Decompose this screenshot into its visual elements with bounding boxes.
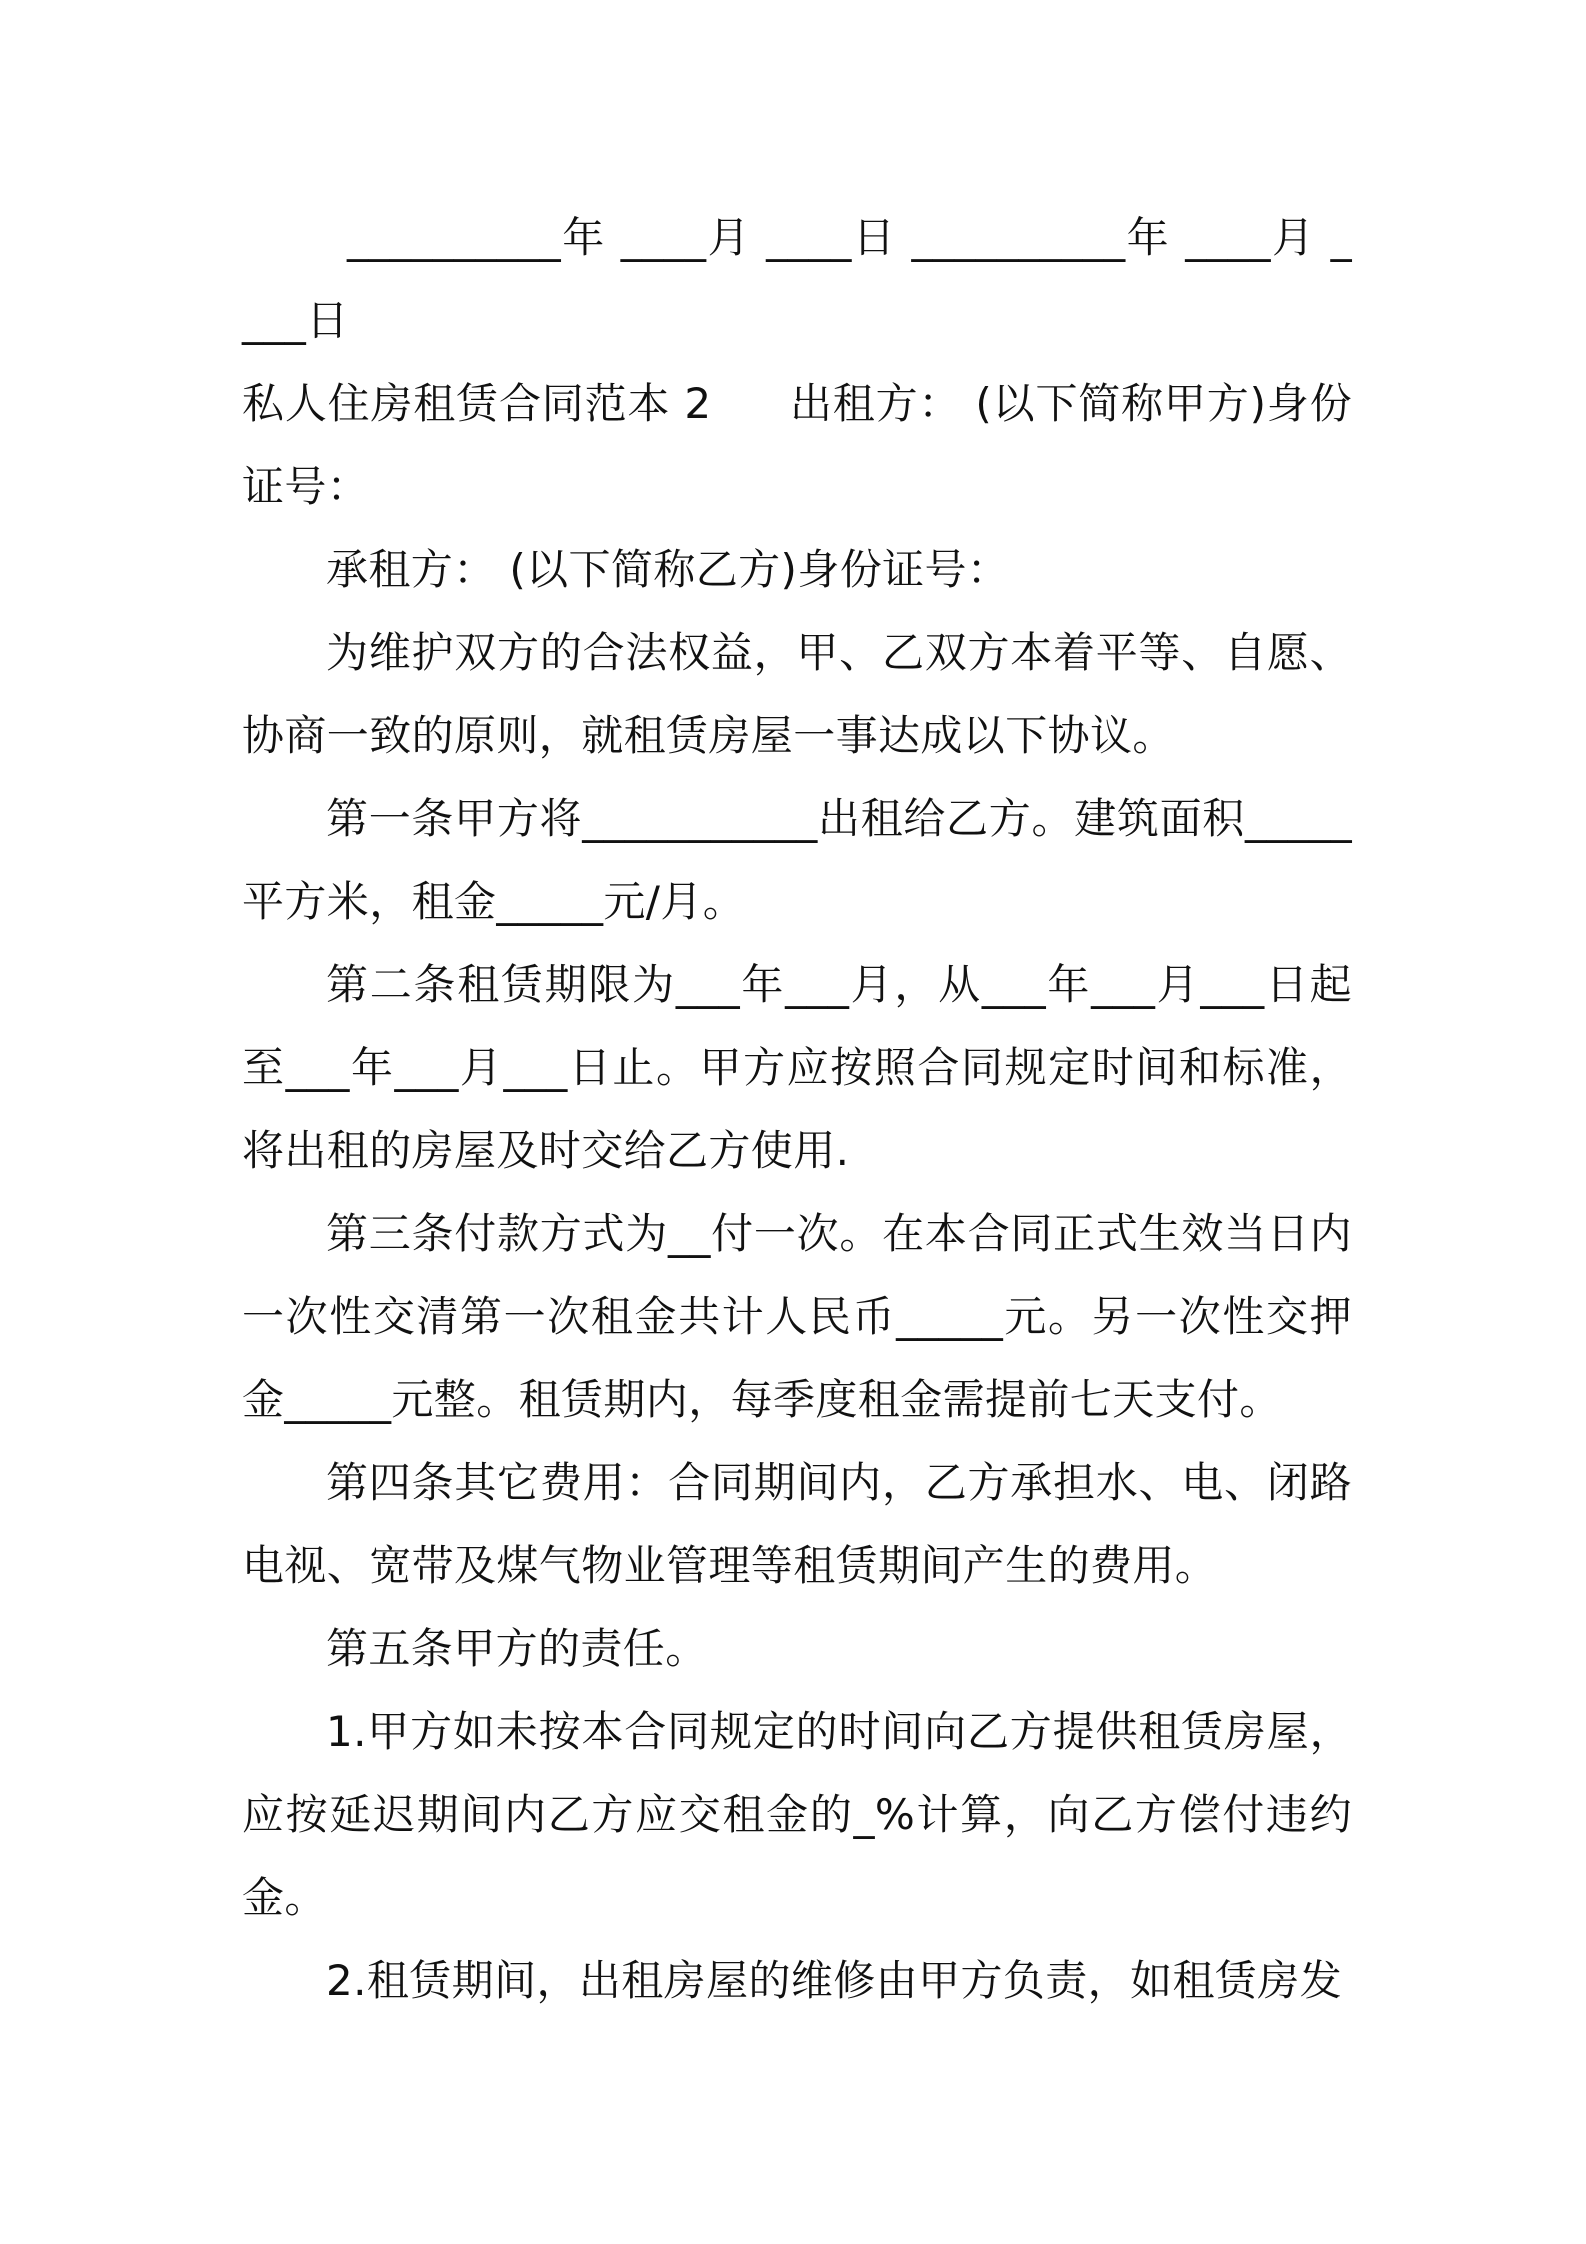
article-1-paragraph: 第一条甲方将___________出租给乙方。建筑面积_____平方米，租金_____元/月。 <box>242 794 1352 926</box>
lessor-field: 出租方： (以下简称甲方)身份证号： <box>242 379 1353 511</box>
clause-5-2-paragraph: 2.租赁期间，出租房屋的维修由甲方负责，如租赁房发 <box>326 1956 1343 2005</box>
article-3-paragraph: 第三条付款方式为__付一次。在本合同正式生效当日内一次性交清第一次租金共计人民币_____元。另一次性交押金_____元整。租赁期内，每季度租金需提前七天支付。 <box>242 1209 1352 1424</box>
article-4-paragraph: 第四条其它费用：合同期间内，乙方承担水、电、闭路电视、宽带及煤气物业管理等租赁期间产生的费用。 <box>242 1458 1352 1590</box>
clause-5-1-paragraph: 1.甲方如未按本合同规定的时间向乙方提供租赁房屋，应按延迟期间内乙方应交租金的_%计算，向乙方偿付违约金。 <box>242 1707 1352 1922</box>
document-body <box>242 196 1352 2022</box>
lessee-field: 承租方： (以下简称乙方)身份证号： <box>326 545 1010 594</box>
preamble-paragraph: 为维护双方的合法权益，甲、乙双方本着平等、自愿、协商一致的原则，就租赁房屋一事达成以下协议。 <box>242 628 1352 760</box>
document-title: 私人住房租赁合同范本 2 <box>242 379 712 428</box>
title-line <box>242 362 1352 528</box>
article-5-heading: 第五条甲方的责任。 <box>326 1624 708 1673</box>
article-2-paragraph: 第二条租赁期限为___年___月，从___年___月___日起至___年___月___日止。甲方应按照合同规定时间和标准，将出租的房屋及时交给乙方使用. <box>242 960 1352 1175</box>
date-line: __________年 ____月 ____日 __________年 ____月 ____日 <box>242 213 1352 345</box>
